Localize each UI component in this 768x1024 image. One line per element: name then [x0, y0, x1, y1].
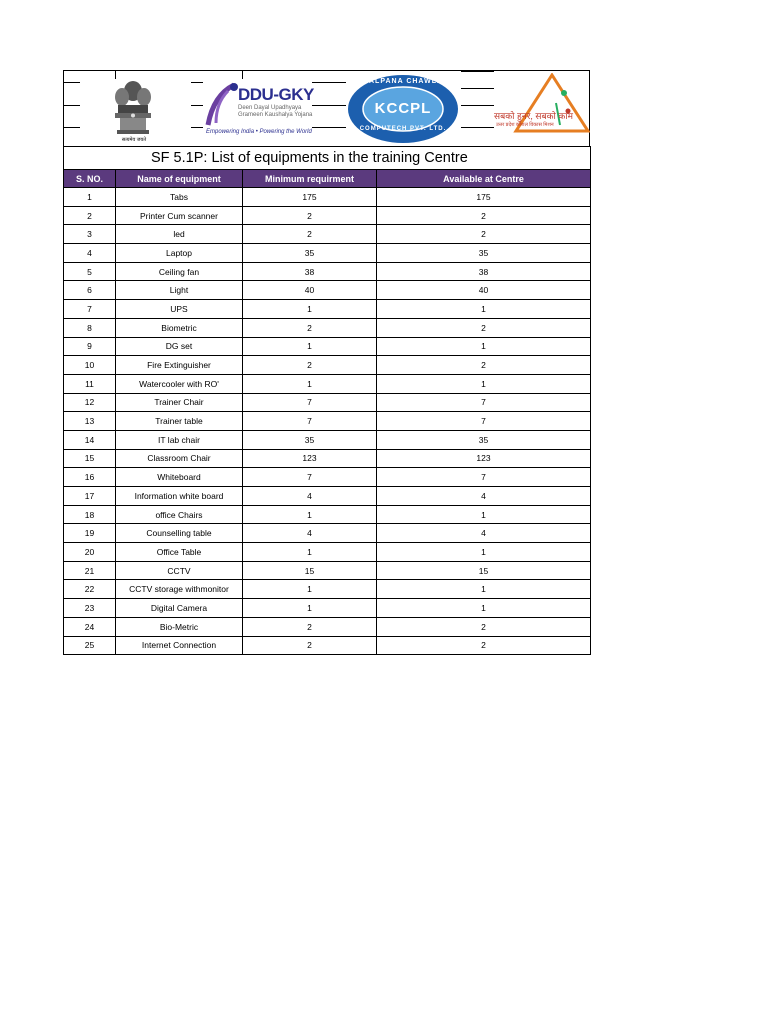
cell-minimum: 35 [243, 244, 377, 263]
cell-sno: 3 [64, 225, 116, 244]
ddu-gky-title: DDU-GKY [238, 85, 314, 104]
cell-sno: 23 [64, 599, 116, 618]
cell-minimum: 175 [243, 188, 377, 207]
table-row [64, 281, 591, 300]
cell-equipment-name: Tabs [116, 188, 243, 207]
emblem-motto: सत्यमेव जयते [121, 137, 147, 143]
cell-sno: 5 [64, 262, 116, 281]
cell-sno: 22 [64, 580, 116, 599]
cell-minimum: 7 [243, 412, 377, 431]
kccpl-top-text: KALPANA CHAWLA [362, 78, 444, 85]
cell-available: 2 [377, 617, 591, 636]
cell-minimum: 7 [243, 393, 377, 412]
cell-available: 7 [377, 412, 591, 431]
ddu-gky-tagline: Empowering India • Powering the World [206, 129, 312, 135]
cell-available: 4 [377, 524, 591, 543]
table-row [64, 318, 591, 337]
cell-equipment-name: Light [116, 281, 243, 300]
cell-minimum: 1 [243, 580, 377, 599]
cell-available: 35 [377, 244, 591, 263]
cell-sno: 11 [64, 374, 116, 393]
cell-sno: 16 [64, 468, 116, 487]
table-row [64, 412, 591, 431]
skill-mission-slogan: सबको हुनर, सबको काम [494, 111, 574, 121]
cell-available: 4 [377, 487, 591, 506]
cell-equipment-name: Watercooler with RO' [116, 374, 243, 393]
equipment-table [63, 146, 591, 655]
cell-equipment-name: IT lab chair [116, 430, 243, 449]
cell-equipment-name: Laptop [116, 244, 243, 263]
cell-available: 38 [377, 262, 591, 281]
cell-available: 7 [377, 468, 591, 487]
cell-sno: 19 [64, 524, 116, 543]
table-row [64, 636, 591, 655]
cell-sno: 12 [64, 393, 116, 412]
table-row [64, 543, 591, 562]
cell-sno: 17 [64, 487, 116, 506]
cell-minimum: 2 [243, 636, 377, 655]
cell-minimum: 2 [243, 356, 377, 375]
cell-equipment-name: DG set [116, 337, 243, 356]
table-row [64, 430, 591, 449]
cell-equipment-name: Counselling table [116, 524, 243, 543]
table-row [64, 374, 591, 393]
column-header-name: Name of equipment [116, 170, 243, 188]
cell-available: 1 [377, 580, 591, 599]
cell-sno: 1 [64, 188, 116, 207]
column-header-available: Available at Centre [377, 170, 591, 188]
cell-sno: 18 [64, 505, 116, 524]
table-row [64, 244, 591, 263]
cell-equipment-name: Trainer Chair [116, 393, 243, 412]
cell-equipment-name: CCTV storage withmonitor [116, 580, 243, 599]
cell-minimum: 2 [243, 206, 377, 225]
cell-equipment-name: Office Table [116, 543, 243, 562]
cell-sno: 21 [64, 561, 116, 580]
cell-equipment-name: Biometric [116, 318, 243, 337]
column-header-minimum: Minimum requirment [243, 170, 377, 188]
cell-available: 40 [377, 281, 591, 300]
column-header-sno: S. NO. [64, 170, 116, 188]
table-title: SF 5.1P: List of equipments in the training Centre [64, 147, 591, 170]
cell-minimum: 1 [243, 374, 377, 393]
cell-available: 35 [377, 430, 591, 449]
cell-sno: 8 [64, 318, 116, 337]
cell-available: 2 [377, 225, 591, 244]
kccpl-logo [347, 74, 459, 144]
cell-sno: 13 [64, 412, 116, 431]
cell-minimum: 1 [243, 599, 377, 618]
cell-minimum: 2 [243, 617, 377, 636]
equipment-sheet [63, 70, 590, 655]
table-row [64, 393, 591, 412]
cell-sno: 14 [64, 430, 116, 449]
cell-available: 2 [377, 206, 591, 225]
table-row [64, 262, 591, 281]
cell-equipment-name: Digital Camera [116, 599, 243, 618]
cell-equipment-name: Information white board [116, 487, 243, 506]
table-row [64, 337, 591, 356]
cell-available: 1 [377, 543, 591, 562]
table-row [64, 356, 591, 375]
cell-minimum: 1 [243, 337, 377, 356]
logo-band [63, 70, 590, 146]
cell-minimum: 123 [243, 449, 377, 468]
cell-minimum: 1 [243, 300, 377, 319]
cell-available: 1 [377, 505, 591, 524]
cell-available: 1 [377, 374, 591, 393]
cell-minimum: 40 [243, 281, 377, 300]
table-row [64, 188, 591, 207]
cell-available: 2 [377, 356, 591, 375]
cell-equipment-name: Internet Connection [116, 636, 243, 655]
cell-sno: 7 [64, 300, 116, 319]
cell-minimum: 1 [243, 543, 377, 562]
cell-minimum: 7 [243, 468, 377, 487]
cell-minimum: 4 [243, 524, 377, 543]
cell-sno: 20 [64, 543, 116, 562]
cell-equipment-name: Ceiling fan [116, 262, 243, 281]
table-row [64, 599, 591, 618]
cell-available: 1 [377, 599, 591, 618]
cell-sno: 4 [64, 244, 116, 263]
cell-equipment-name: Bio-Metric [116, 617, 243, 636]
table-header-row [64, 170, 591, 188]
cell-equipment-name: Trainer table [116, 412, 243, 431]
cell-equipment-name: Classroom Chair [116, 449, 243, 468]
kccpl-mid-text: KCCPL [374, 100, 432, 117]
table-row [64, 561, 591, 580]
cell-minimum: 4 [243, 487, 377, 506]
cell-available: 1 [377, 337, 591, 356]
cell-sno: 10 [64, 356, 116, 375]
table-row [64, 449, 591, 468]
table-row [64, 300, 591, 319]
cell-sno: 24 [64, 617, 116, 636]
cell-equipment-name: UPS [116, 300, 243, 319]
kccpl-bottom-text: COMPUTECH PVT. LTD. [359, 126, 447, 132]
table-row [64, 505, 591, 524]
cell-available: 2 [377, 318, 591, 337]
table-row [64, 580, 591, 599]
cell-minimum: 15 [243, 561, 377, 580]
cell-sno: 15 [64, 449, 116, 468]
cell-minimum: 38 [243, 262, 377, 281]
cell-equipment-name: Fire Extinguisher [116, 356, 243, 375]
table-row [64, 487, 591, 506]
cell-available: 2 [377, 636, 591, 655]
table-row [64, 225, 591, 244]
table-row [64, 468, 591, 487]
skill-mission-logo [494, 73, 590, 143]
cell-available: 123 [377, 449, 591, 468]
ashoka-emblem-logo [110, 77, 156, 143]
cell-equipment-name: Whiteboard [116, 468, 243, 487]
cell-equipment-name: led [116, 225, 243, 244]
cell-sno: 9 [64, 337, 116, 356]
cell-sno: 2 [64, 206, 116, 225]
cell-minimum: 2 [243, 225, 377, 244]
cell-minimum: 1 [243, 505, 377, 524]
table-row [64, 206, 591, 225]
skill-mission-name: उत्तर प्रदेश कौशल विकास मिशन [496, 122, 554, 128]
cell-minimum: 35 [243, 430, 377, 449]
cell-available: 1 [377, 300, 591, 319]
cell-available: 7 [377, 393, 591, 412]
cell-equipment-name: office Chairs [116, 505, 243, 524]
cell-available: 15 [377, 561, 591, 580]
cell-equipment-name: CCTV [116, 561, 243, 580]
cell-sno: 25 [64, 636, 116, 655]
ddu-gky-subtitle: Deen Dayal Upadhyaya Grameen Kaushalya Yojana [238, 105, 313, 118]
cell-available: 175 [377, 188, 591, 207]
table-row [64, 617, 591, 636]
ddu-gky-logo [204, 81, 316, 143]
table-row [64, 524, 591, 543]
cell-sno: 6 [64, 281, 116, 300]
cell-minimum: 2 [243, 318, 377, 337]
cell-equipment-name: Printer Cum scanner [116, 206, 243, 225]
